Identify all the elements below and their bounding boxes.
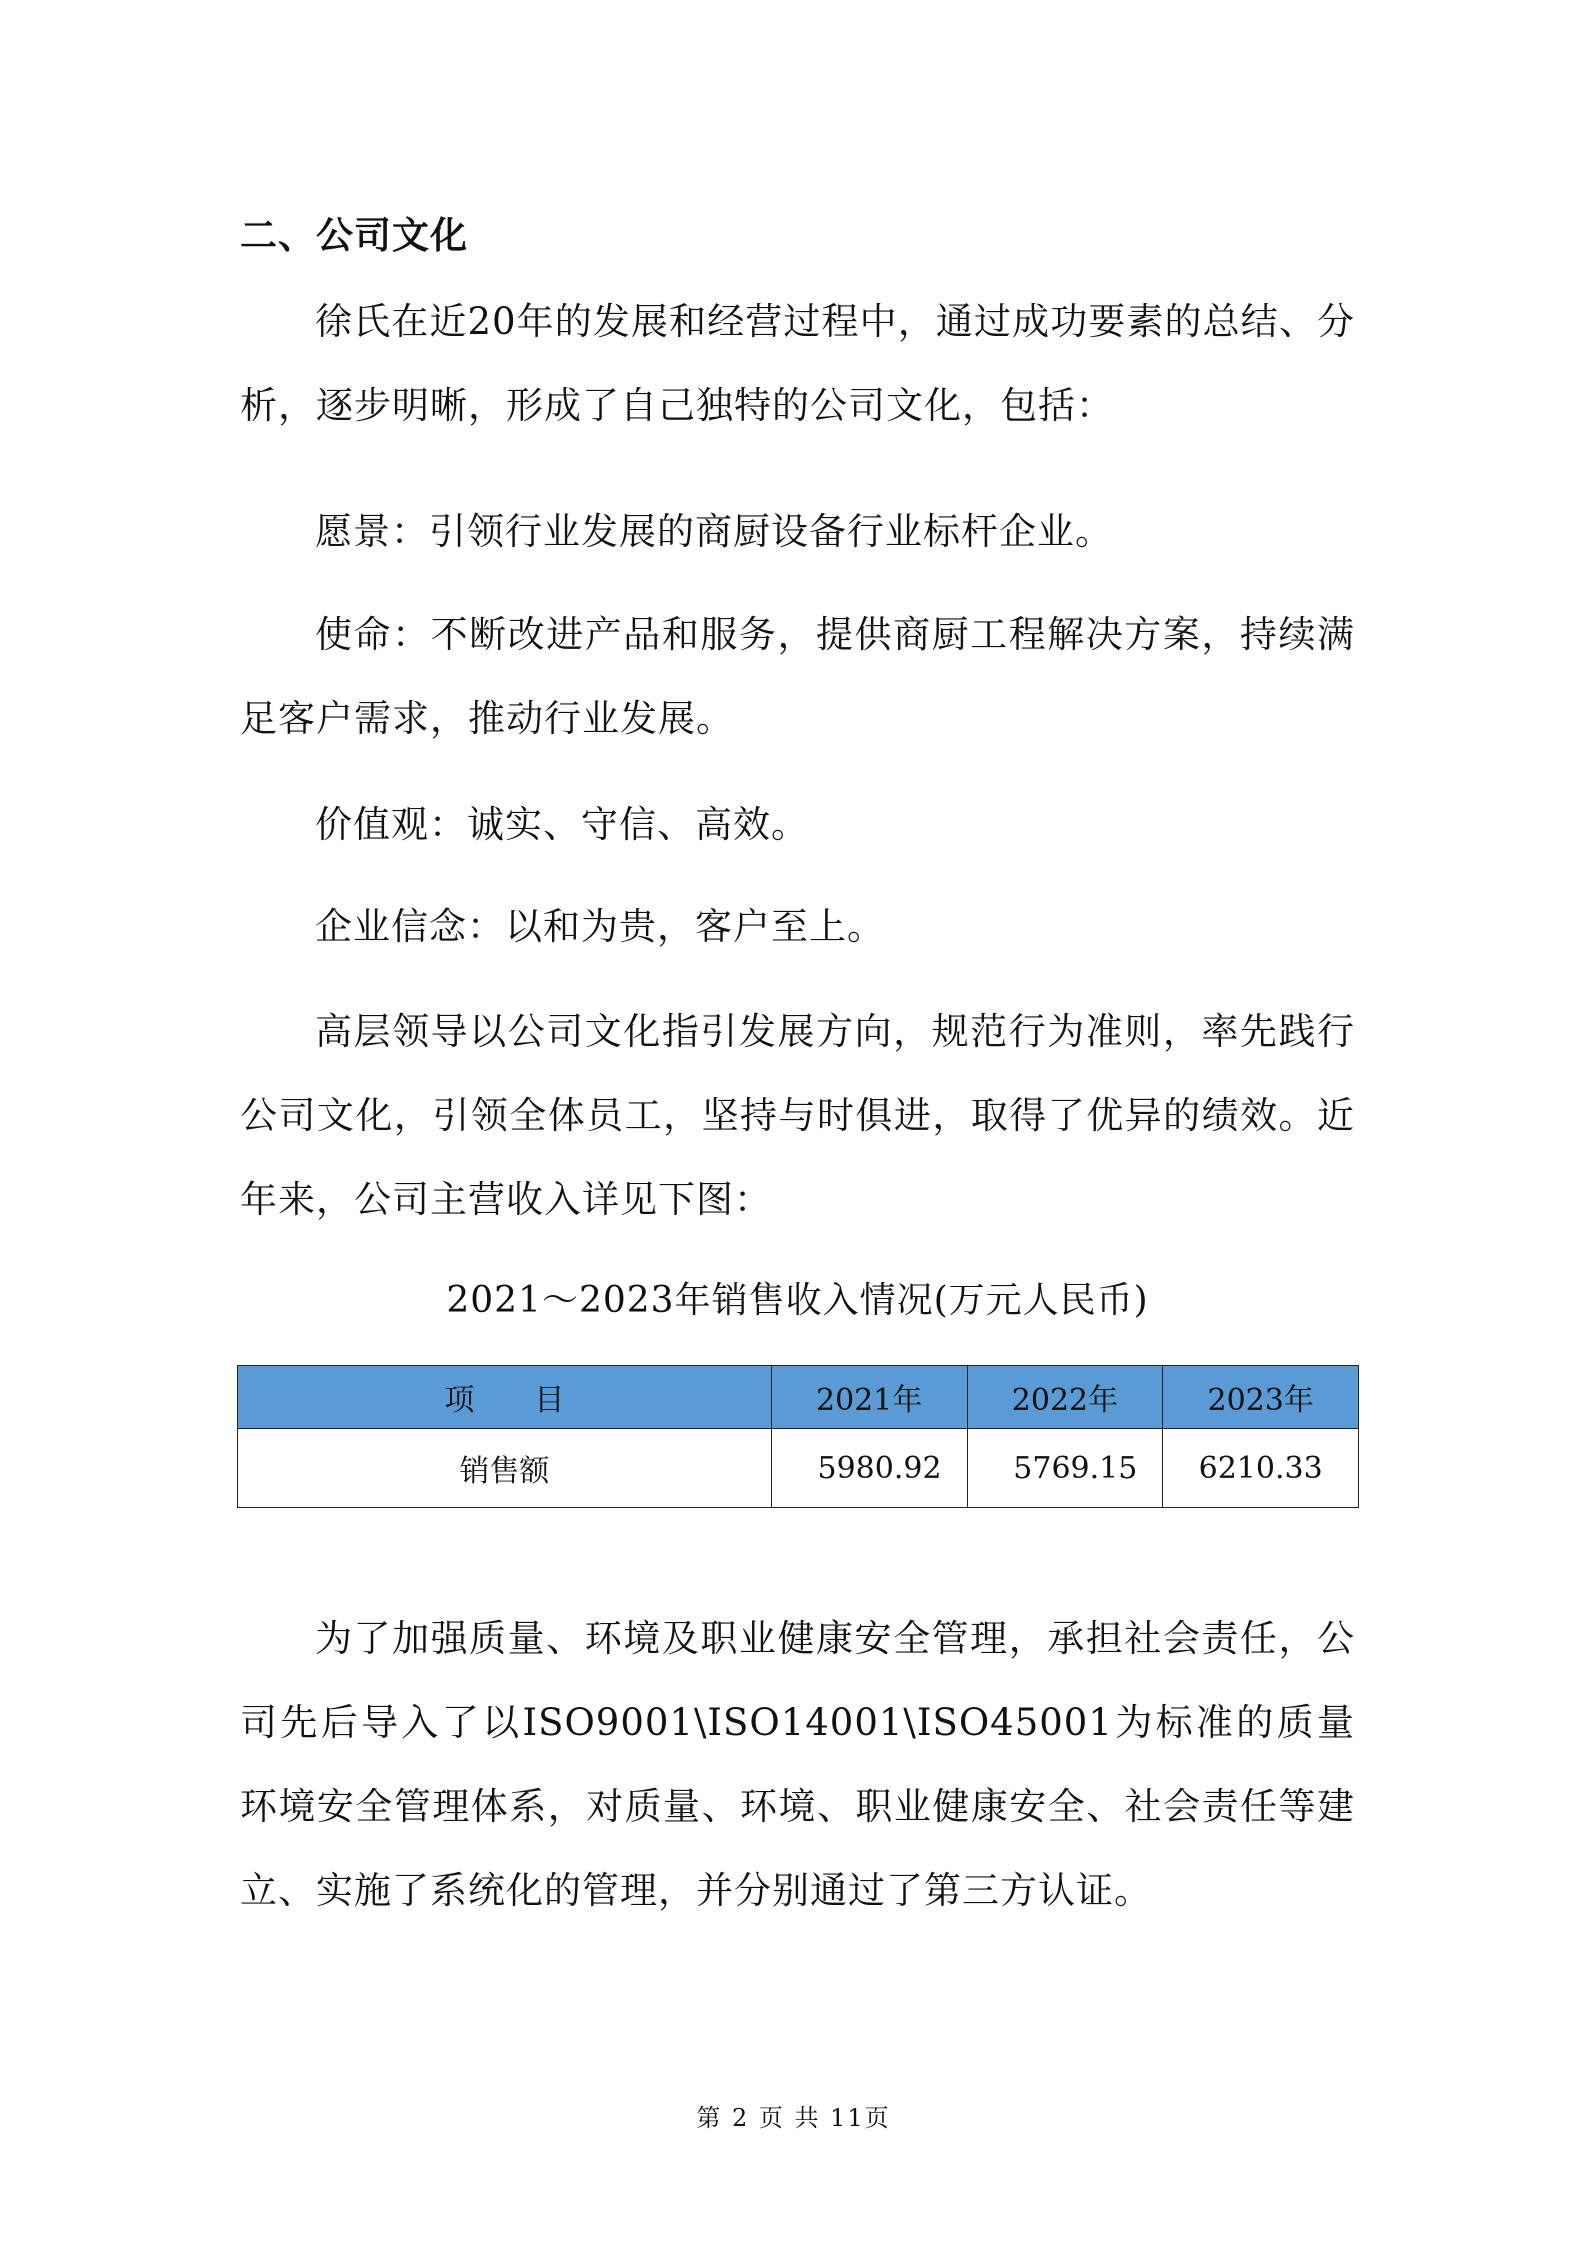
vision-paragraph: 愿景：引领行业发展的商厨设备行业标杆企业。: [315, 510, 1113, 553]
leadership-paragraph: 高层领导以公司文化指引发展方向，规范行为准则，率先践行公司文化，引领全体员工，坚持与时俱进，取得了优异的绩效。近年来，公司主营收入详见下图：: [240, 1010, 1355, 1221]
header-item: 项 目: [238, 1366, 772, 1429]
belief-paragraph: 企业信念：以和为贵，客户至上。: [315, 905, 885, 948]
table-row: [238, 1429, 1359, 1508]
values-paragraph: 价值观：诚实、守信、高效。: [315, 803, 809, 846]
page-footer: 第 2 页 共 11页: [696, 2104, 891, 2132]
mission-paragraph: 使命：不断改进产品和服务，提供商厨工程解决方案，持续满足客户需求，推动行业发展。: [240, 613, 1355, 740]
value-2021: 5980.92: [771, 1429, 967, 1508]
table-caption: 2021～2023年销售收入情况(万元人民币): [446, 1280, 1149, 1321]
value-2022: 5769.15: [967, 1429, 1163, 1508]
table-header-row: [238, 1366, 1359, 1429]
management-paragraph: 为了加强质量、环境及职业健康安全管理，承担社会责任，公司先后导入了以ISO9001\ISO14001\ISO45001为标准的质量环境安全管理体系，对质量、环境、职业健康安全、社会责任等建立、实施了系统化的管理，并分别通过了第三方认证。: [240, 1617, 1355, 1912]
row-label: 销售额: [238, 1429, 772, 1508]
sales-table: [237, 1365, 1359, 1508]
value-2023: 6210.33: [1163, 1429, 1359, 1508]
header-2023: 2023年: [1163, 1366, 1359, 1429]
header-2022: 2022年: [967, 1366, 1163, 1429]
intro-paragraph: 徐氏在近20年的发展和经营过程中，通过成功要素的总结、分析，逐步明晰，形成了自己独特的公司文化，包括：: [240, 300, 1355, 427]
section-heading: 二、公司文化: [240, 214, 468, 257]
header-2021: 2021年: [771, 1366, 967, 1429]
